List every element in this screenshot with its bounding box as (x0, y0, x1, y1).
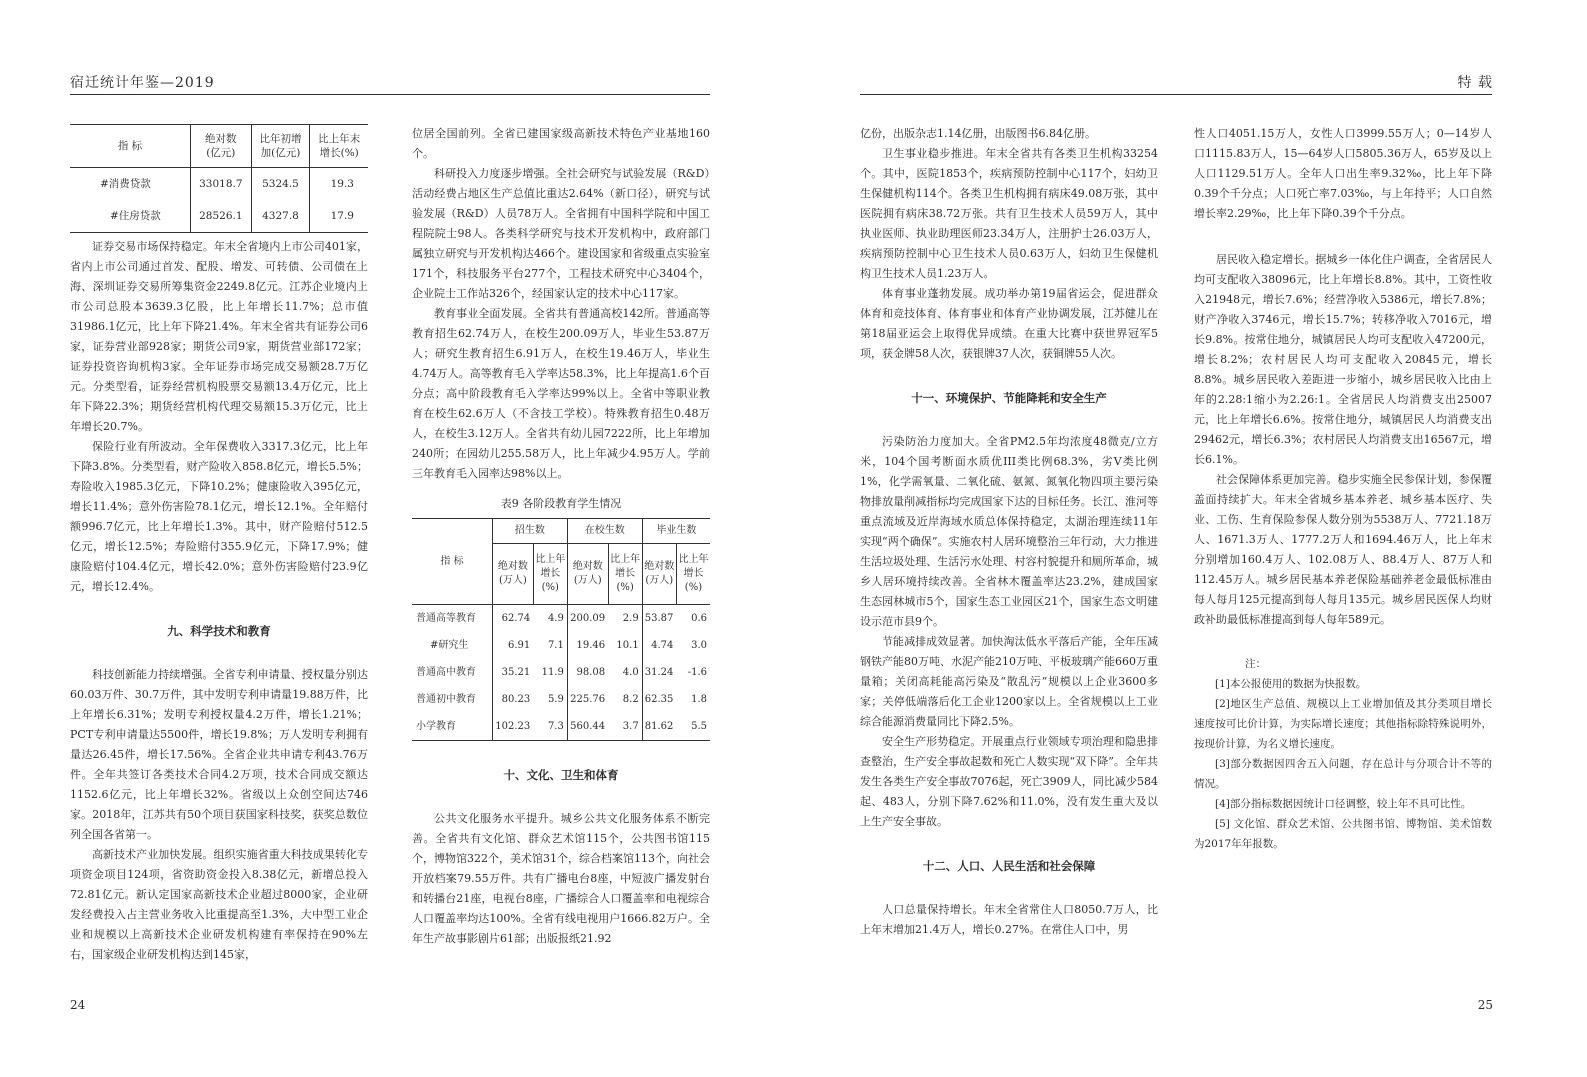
note-item: [2]地区生产总值、规模以上工业增加值及其分类项目增长速度按可比价计算，为实际增长速度；其他指标除特殊说明外，按现价计算，为名义增长速度。 (1194, 698, 1492, 750)
section-heading: 九、科学技术和教育 (167, 624, 271, 638)
table-group-header: 招生数 (493, 519, 568, 544)
paragraph: 科研投入力度逐步增强。全社会研究与试验发展（R&D）活动经费占地区生产总值比重达2.64%（新口径），研究与试验发展（R&D）人员78万人。全省拥有中国科学院和中国工程院院士98人。各类科学研究与技术开发机构中，政府部门属独立研究与开发机构达466个。建设国家和省级重点实验室171个，科技服务平台277个，工程技术研究中心3404个，企业院士工作站326个，经国家认定的技术中心117家。 (412, 167, 710, 300)
left-column-1 (70, 124, 368, 965)
table-row (412, 605, 710, 633)
section-heading: 十一、环境保护、节能降耗和安全生产 (911, 391, 1107, 405)
education-table (412, 518, 710, 741)
table-row (70, 200, 368, 233)
paragraph: 位居全国前列。全省已建国家级高新技术特色产业基地160个。 (412, 127, 710, 160)
table-cell: 5.5 (691, 720, 707, 732)
table-header-cell: 比上年 增长 (%) (533, 544, 567, 605)
table-cell: 98.08 (576, 666, 606, 678)
table-cell: 19.3 (330, 178, 354, 190)
table-cell: #消费贷款 (70, 168, 191, 201)
table-row (412, 632, 710, 659)
paragraph: 性人口4051.15万人，女性人口3999.55万人；0—14岁人口1115.83万人，15—64岁人口5805.36万人，65岁及以上人口1129.51万人。全年人口出生率9.32‰，比上年下降0.39个千分点；人口死亡率7.03‰，与上年持平；人口自然增长率2.29‰，比上年下降0.39个千分点。 (1194, 127, 1492, 220)
table-cell: 7.1 (533, 632, 567, 659)
left-page (0, 0, 793, 1077)
table-cell: 4.9 (533, 605, 567, 633)
left-column-2 (412, 124, 710, 949)
table-header-cell: 比年初增 加(亿元) (251, 125, 310, 168)
table-cell: 62.35 (644, 693, 674, 705)
table-cell: 80.23 (501, 693, 531, 705)
section-heading: 十二、人口、人民生活和社会保障 (922, 859, 1096, 873)
table-cell: #研究生 (412, 632, 493, 659)
paragraph: 卫生事业稳步推进。年末全省共有各类卫生机构33254个。其中，医院1853个，疾病预防控制中心117个，妇幼卫生保健机构114个。各类卫生机构拥有病床49.08万张，其中医院拥有病床38.72万张。共有卫生技术人员59万人，其中执业医师、执业助理医师23.34万人，注册护士26.03万人，疾病预防控制中心卫生技术人员0.63万人，妇幼卫生保健机构卫生技术人员1.23万人。 (860, 147, 1158, 280)
table-group-header: 毕业生数 (642, 519, 710, 544)
right-page-number: 25 (1477, 998, 1493, 1012)
table-header-cell: 比上年 增长 (%) (676, 544, 710, 605)
table-cell: 28526.1 (191, 200, 252, 233)
table-cell: 1.8 (691, 693, 707, 705)
table-row (412, 686, 710, 713)
table-header-cell: 指 标 (412, 519, 493, 605)
table-header-cell: 比上年 增长 (%) (608, 544, 642, 605)
left-running-header: 宿迁统计年鉴—2019 (70, 75, 215, 91)
notes-block (1194, 654, 1492, 854)
table-cell: 10.1 (608, 632, 642, 659)
paragraph: 节能减排成效显著。加快淘汰低水平落后产能，全年压减钢铁产能80万吨、水泥产能210万吨、平板玻璃产能660万重量箱；关闭高耗能高污染及“散乱污”规模以上企业3600多家；关停低端落后化工企业1200家以上。全省规模以上工业综合能源消费量同比下降2.5%。 (860, 635, 1158, 728)
table-header-cell: 比上年末 增长(%) (310, 125, 368, 168)
table-row (412, 659, 710, 686)
table-cell: 35.21 (501, 666, 531, 678)
table-cell: 8.2 (608, 686, 642, 713)
table-cell: 19.46 (576, 639, 606, 651)
table-cell: 33018.7 (191, 168, 252, 201)
table-cell: 6.91 (508, 639, 531, 651)
paragraph: 证券交易市场保持稳定。年末全省境内上市公司401家，省内上市公司通过首发、配股、增发、可转债、公司债在上海、深圳证券交易所筹集资金2249.8亿元。江苏企业境内上市公司总股本3639.3亿股，比上年增长11.7%；总市值31986.1亿元，比上年下降21.4%。年末全省共有证券公司6家，证券营业部928家；期货公司9家，期货营业部172家；证券投资咨询机构3家。全年证券市场完成交易额28.7万亿元。分类型看，证券经营机构股票交易额13.4万亿元，比上年下降22.3%；期货经营机构代理交易额15.3万亿元，比上年增长20.7%。 (70, 240, 368, 433)
paragraph: 公共文化服务水平提升。城乡公共文化服务体系不断完善。全省共有文化馆、群众艺术馆115个，公共图书馆115个，博物馆322个，美术馆31个，综合档案馆113个，向社会开放档案79.55万件。共有广播电台8座，中短波广播发射台和转播台21座，电视台8座，广播综合人口覆盖率和电视综合人口覆盖率均达100%。全省有线电视用户1666.82万户。全年生产故事影剧片61部；出版报纸21.92 (412, 812, 710, 945)
table-cell: 普通高等教育 (412, 605, 493, 633)
table-cell: 普通高中教育 (412, 659, 493, 686)
right-header-rule (860, 94, 1492, 95)
table-cell: 31.24 (644, 666, 674, 678)
table-header-cell: 指 标 (70, 125, 191, 168)
table-row (70, 168, 368, 201)
table-caption: 表9 各阶段教育学生情况 (500, 497, 622, 510)
table-cell: 11.9 (533, 659, 567, 686)
table-header-cell: 绝对数 (万人) (567, 544, 608, 605)
note-item: [3]部分数据因四舍五入问题，存在总计与分项合计不等的情况。 (1194, 758, 1492, 790)
table-cell: 62.74 (501, 612, 531, 624)
table-cell: 4.0 (608, 659, 642, 686)
paragraph: 科技创新能力持续增强。全省专利申请量、授权量分别达60.03万件、30.7万件，其中发明专利申请量19.88万件，比上年增长6.31%；发明专利授权量4.2万件，增长1.21%；PCT专利申请量达5500件，增长19.8%；万人发明专利拥有量达26.45件，增长17.56%。全省企业共申请专利43.76万件。全年共签订各类技术合同4.2万项，技术合同成交额达1152.6亿元，比上年增长32%。省级以上众创空间达746家。2018年，江苏共有50个项目获国家科技奖，获奖总数位列全国各省第一。 (70, 668, 368, 841)
table-cell: 560.44 (570, 720, 606, 732)
table-cell: -1.6 (687, 666, 707, 678)
paragraph: 体育事业蓬勃发展。成功举办第19届省运会，促进群众体育和竞技体育、体育事业和体育产业协调发展，江苏健儿在第18届亚运会上取得优异成绩。在重大比赛中获世界冠军5项，获金牌58人次，获银牌37人次，获铜牌55人次。 (860, 287, 1158, 360)
paragraph: 居民收入稳定增长。据城乡一体化住户调查，全省居民人均可支配收入38096元，比上年增长8.8%。其中，工资性收入21948元，增长7.6%；经营净收入5386元，增长7.8%；财产净收入3746元，增长15.7%；转移净收入7016元，增长9.8%。按常住地分，城镇居民人均可支配收入47200元，增长8.2%；农村居民人均可支配收入20845元，增长8.8%。城乡居民收入差距进一步缩小，城乡居民收入比由上年的2.28:1缩小为2.26:1。全省居民人均消费支出25007元，比上年增长6.6%。按常住地分，城镇居民人均消费支出29462元，增长6.3%；农村居民人均消费支出16567元，增长6.1%。 (1194, 253, 1492, 466)
table-header-cell: 绝对数 (万人) (642, 544, 676, 605)
table-header-cell: 绝对数 (亿元) (191, 125, 252, 168)
table-cell: 81.62 (644, 720, 674, 732)
note-item: [4]部分指标数据因统计口径调整，较上年不具可比性。 (1215, 798, 1472, 810)
right-page (794, 0, 1587, 1077)
paragraph: 亿份，出版杂志1.14亿册，出版图书6.84亿册。 (860, 127, 1096, 140)
right-column-2 (1194, 124, 1492, 854)
right-column-1 (860, 124, 1158, 940)
paragraph: 高新技术产业加快发展。组织实施省重大科技成果转化专项资金项目124项，省资助资金投入8.38亿元，新增总投入72.81亿元。新认定国家高新技术企业超过8000家，企业研发经费投入占主营业务收入比重提高至1.3%，大中型工业企业和规模以上高新技术企业研发机构建有率保持在90%左右，国家级企业研发机构达到145家， (70, 848, 368, 961)
table-cell: 5.9 (533, 686, 567, 713)
table-cell: 200.09 (570, 612, 606, 624)
table-cell: 17.9 (330, 210, 354, 222)
paragraph: 安全生产形势稳定。开展重点行业领域专项治理和隐患排查整治，生产安全事故起数和死亡人数实现“双下降”。全年共发生各类生产安全事故7076起，死亡3909人，同比减少584起、483人，分别下降7.62%和11.0%，没有发生重大及以上生产安全事故。 (860, 735, 1158, 828)
right-running-header: 特 载 (1457, 75, 1493, 91)
paragraph: 教育事业全面发展。全省共有普通高校142所。普通高等教育招生62.74万人，在校生200.09万人，毕业生53.87万人；研究生教育招生6.91万人，在校生19.46万人，毕业生4.74万人。高等教育毛入学率达58.3%，比上年提高1.6个百分点；高中阶段教育毛入学率达99%以上。全省中等职业教育在校生62.6万人（不含技工学校）。特殊教育招生0.48万人，在校生3.12万人。全省共有幼儿园7222所，比上年增加240所；在园幼儿255.58万人，比上年减少4.95万人。学前三年教育毛入园率达98%以上。 (412, 307, 710, 480)
note-item: [5] 文化馆、群众艺术馆、公共图书馆、博物馆、美术馆数为2017年年报数。 (1194, 818, 1492, 850)
table-cell: 普通初中教育 (412, 686, 493, 713)
left-page-number: 24 (70, 998, 86, 1012)
loan-table (70, 124, 368, 233)
table-cell: 53.87 (644, 612, 674, 624)
table-cell: 0.6 (691, 612, 707, 624)
table-cell: 2.9 (608, 605, 642, 633)
paragraph: 社会保障体系更加完善。稳步实施全民参保计划，参保覆盖面持续扩大。年末全省城乡基本养老、城乡基本医疗、失业、工伤、生育保险参保人数分别为5538万人、7721.18万人、1671.3万人、1777.2万人和1694.46万人，比上年末分别增加160.4万人、102.08万人、88.4万人、87万人和112.45万人。城乡居民基本养老保险基础养老金最低标准由每人每月125元提高到每人每月135元。城乡居民医保人均财政补助最低标准提高到每人每年589元。 (1194, 473, 1492, 626)
paragraph: 污染防治力度加大。全省PM2.5年均浓度48微克/立方米，104个国考断面水质优III类比例68.3%，劣V类比例1%，化学需氧量、二氧化硫、氨氮、氮氧化物四项主要污染物排放量削减指标均完成国家下达的目标任务。长江、淮河等重点流域及近岸海域水质总体保持稳定，太湖治理连续11年实现“两个确保”。实施农村人居环境整治三年行动，大力推进生活垃圾处理、生活污水处理、村容村貌提升和厕所革命，城乡人居环境持续改善。全省林木覆盖率达23.2%，建成国家生态园林城市5个，国家生态工业园区21个，国家生态文明建设示范市县9个。 (860, 435, 1158, 628)
table-cell: 5324.5 (251, 168, 310, 201)
notes-heading: 注： (1245, 658, 1266, 670)
table-header-cell: 绝对数 (万人) (493, 544, 534, 605)
note-item: [1]本公报使用的数据为快报数。 (1215, 678, 1367, 690)
section-heading: 十、文化、卫生和体育 (503, 768, 619, 782)
left-header-rule (70, 94, 710, 95)
table-cell: 小学教育 (412, 713, 493, 741)
table-cell: 3.0 (691, 639, 707, 651)
table-cell: 7.3 (533, 713, 567, 741)
paragraph: 人口总量保持增长。年末全省常住人口8050.7万人，比上年末增加21.4万人，增长0.27%。在常住人口中，男 (860, 903, 1158, 936)
table-cell: 102.23 (495, 720, 531, 732)
paragraph: 保险行业有所波动。全年保费收入3317.3亿元，比上年下降3.8%。分类型看，财产险收入858.8亿元，增长5.5%；寿险收入1985.3亿元，下降10.2%；健康险收入395亿元，增长11.4%；意外伤害险78.1亿元，增长12.1%。全年赔付额996.7亿元，比上年增长1.3%。其中，财产险赔付512.5亿元，增长12.5%；寿险赔付355.9亿元，下降17.9%；健康险赔付104.4亿元，增长42.0%；意外伤害险赔付23.9亿元，增长12.4%。 (70, 440, 368, 593)
table-cell: 225.76 (570, 693, 606, 705)
table-cell: #住房贷款 (70, 200, 191, 233)
table-cell: 4327.8 (251, 200, 310, 233)
table-row (412, 713, 710, 741)
table-group-header: 在校生数 (567, 519, 642, 544)
table-cell: 4.74 (651, 639, 674, 651)
table-cell: 3.7 (608, 713, 642, 741)
